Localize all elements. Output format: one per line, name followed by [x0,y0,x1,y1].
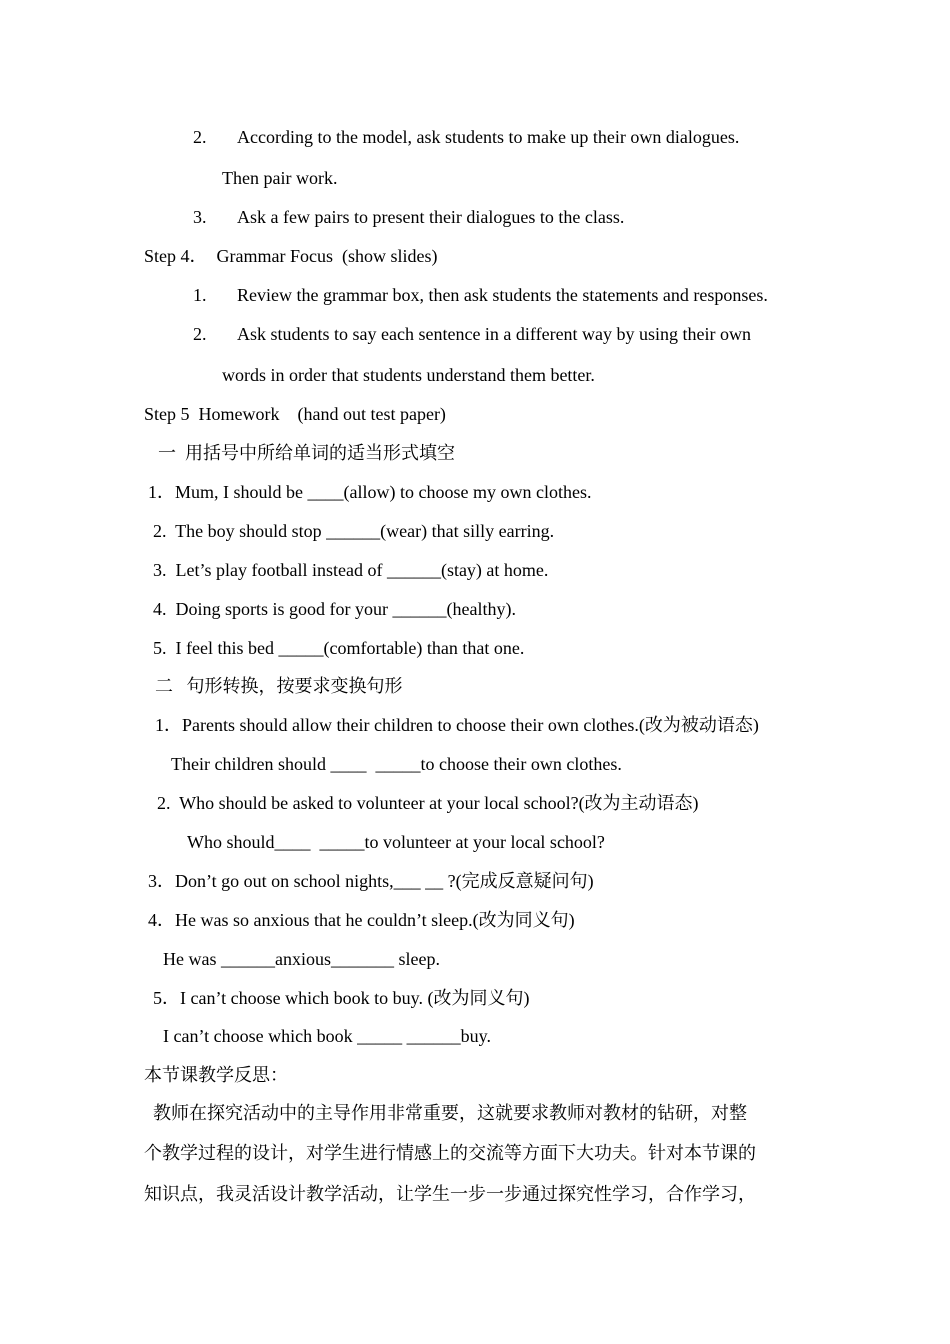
exercise-part2-line: 1．Parents should allow their children to choose their own clothes.(改为被动语态) [155,715,759,735]
exercise-part2-line: 4．He was so anxious that he couldn’t sleep.(改为同义句) [148,910,575,930]
step4-item-2-number: 2. [193,324,207,344]
exercise-part2-title: 二 句形转换，按要求变换句形 [155,676,403,696]
exercise-part2-line: He was ______anxious_______ sleep. [163,949,440,969]
exercise-part1-item: 1．Mum, I should be ____(allow) to choose my own clothes. [148,482,592,502]
step3-item-2-number: 2. [193,127,207,147]
exercise-part2-line: 5．I can’t choose which book to buy. (改为同义句) [153,988,530,1008]
exercise-part1-item: 2. The boy should stop ______(wear) that silly earring. [153,521,555,541]
exercise-part1-item: 3. Let’s play football instead of ______(stay) at home. [153,560,549,580]
step4-item-2-continuation: words in order that students understand them better. [222,365,595,385]
exercise-part2-line: Their children should ____ _____to choose their own clothes. [171,754,622,774]
step3-item-2-continuation: Then pair work. [222,168,338,188]
step5-heading: Step 5 Homework (hand out test paper) [144,404,446,424]
reflection-line: 个教学过程的设计，对学生进行情感上的交流等方面下大功夫。针对本节课的 [144,1143,756,1163]
step4-heading: Step 4． Grammar Focus (show slides) [144,246,438,266]
exercise-part2-line: 3．Don’t go out on school nights,___ __ ?(完成反意疑问句) [148,871,594,891]
step4-item-2-text: Ask students to say each sentence in a different way by using their own [237,324,752,344]
exercise-part1-item: 4. Doing sports is good for your ______(healthy). [153,599,516,619]
reflection-title: 本节课教学反思： [144,1065,288,1085]
exercise-part2-line: 2. Who should be asked to volunteer at your local school?(改为主动语态) [157,793,699,813]
step4-item-1-number: 1. [193,285,207,305]
exercise-part1-item: 5. I feel this bed _____(comfortable) than that one. [153,638,525,658]
reflection-line: 知识点，我灵活设计教学活动，让学生一步一步通过探究性学习，合作学习， [144,1184,756,1204]
exercise-part2-line: Who should____ _____to volunteer at your local school? [187,832,605,852]
exercise-part2-line: I can’t choose which book _____ ______buy. [163,1026,491,1046]
step3-item-3-text: Ask a few pairs to present their dialogues to the class. [237,207,625,227]
reflection-line: 教师在探究活动中的主导作用非常重要，这就要求教师对教材的钻研，对整 [144,1103,747,1123]
step4-item-1-text: Review the grammar box, then ask students the statements and responses. [237,285,768,305]
exercise-part1-title: 一 用括号中所给单词的适当形式填空 [158,443,455,463]
step3-item-2-text: According to the model, ask students to make up their own dialogues. [237,127,740,147]
step3-item-3-number: 3. [193,207,207,227]
